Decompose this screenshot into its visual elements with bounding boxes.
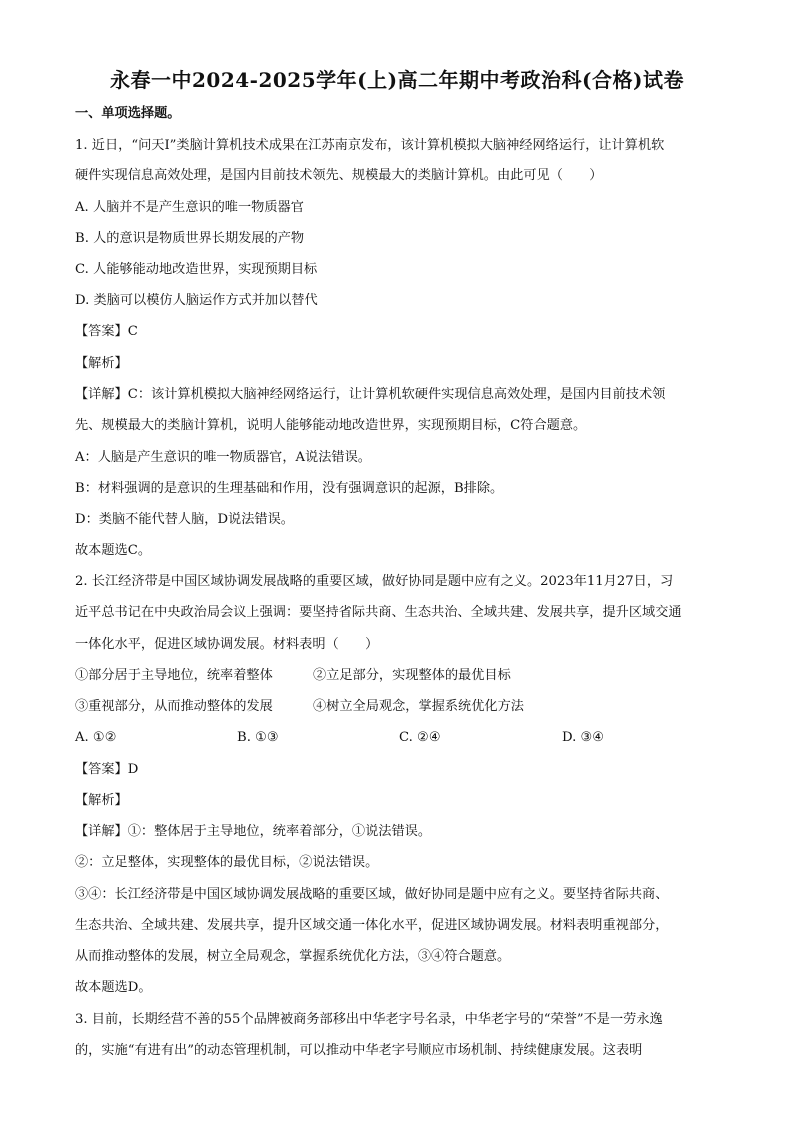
q2-option-c: C. ②④ (399, 730, 441, 745)
q2-detail-line-5: 从而推动整体的发展，树立全局观念，掌握系统优化方法，③④符合题意。 (75, 949, 511, 964)
q1-answer: 【答案】C (75, 324, 138, 339)
q2-detail-line-3: ③④：长江经济带是中国区域协调发展战略的重要区域，做好协同是题中应有之义。要坚持省际共商、 (75, 887, 669, 902)
q1-detail-line-1: 【详解】C：该计算机模拟大脑神经网络运行，让计算机软硬件实现信息高效处理，是国内目前技术领 (75, 387, 666, 402)
q1-detail-line-2: 先、规模最大的类脑计算机，说明人能够能动地改造世界，实现预期目标，C符合题意。 (75, 418, 587, 433)
q1-option-a: A. 人脑并不是产生意识的唯一物质器官 (75, 200, 304, 215)
q2-item-2: ②立足部分，实现整体的最优目标 (313, 668, 511, 683)
q1-detail-line-6: 故本题选C。 (75, 543, 152, 558)
q2-detail-line-2: ②：立足整体，实现整体的最优目标，②说法错误。 (75, 855, 379, 870)
q2-option-a: A. ①② (75, 730, 117, 745)
q2-option-b: B. ①③ (237, 730, 279, 745)
q1-option-d: D. 类脑可以模仿人脑运作方式并加以替代 (75, 293, 318, 308)
q2-detail-line-4: 生态共治、全域共建、发展共享，提升区域交通一体化水平，促进区域协调发展。材料表明重视部分， (75, 918, 669, 933)
q2-option-d: D. ③④ (562, 730, 605, 745)
q2-stem-line-3: 一体化水平，促进区域协调发展。材料表明（ ） (75, 637, 379, 652)
q3-stem-line-1: 3. 目前，长期经营不善的55个品牌被商务部移出中华老字号名录，中华老字号的“荣誉”不是一劳永逸 (75, 1012, 663, 1027)
q1-detail-line-5: D：类脑不能代替人脑，D说法错误。 (75, 512, 294, 527)
q1-detail-line-4: B：材料强调的是意识的生理基础和作用，没有强调意识的起源，B排除。 (75, 481, 504, 496)
q1-analysis-label: 【解析】 (75, 356, 128, 371)
q2-detail-line-6: 故本题选D。 (75, 980, 152, 995)
q2-item-4: ④树立全局观念，掌握系统优化方法 (313, 699, 524, 714)
q2-answer: 【答案】D (75, 762, 139, 777)
q2-detail-line-1: 【详解】①：整体居于主导地位，统率着部分，①说法错误。 (75, 824, 432, 839)
q3-stem-line-2: 的，实施“有进有出”的动态管理机制，可以推动中华老字号顺应市场机制、持续健康发展。这表明 (75, 1043, 643, 1058)
q1-detail-line-3: A：人脑是产生意识的唯一物质器官，A说法错误。 (75, 450, 371, 465)
q2-item-3: ③重视部分，从而推动整体的发展 (75, 699, 273, 714)
q2-analysis-label: 【解析】 (75, 793, 128, 808)
q1-stem-line-2: 硬件实现信息高效处理，是国内目前技术领先、规模最大的类脑计算机。由此可见（ ） (75, 168, 603, 183)
q2-stem-line-2: 近平总书记在中央政治局会议上强调：要坚持省际共商、生态共治、全域共建、发展共享，提升区域交通 (75, 605, 682, 620)
q1-stem-line-1: 1. 近日，“问天Ⅰ”类脑计算机技术成果在江苏南京发布，该计算机模拟大脑神经网络运行，让计算机软 (75, 138, 665, 153)
q1-option-c: C. 人能够能动地改造世界，实现预期目标 (75, 262, 318, 277)
section-heading: 一、单项选择题。 (75, 106, 181, 121)
page-title: 永春一中2024-2025学年(上)高二年期中考政治科(合格)试卷 (110, 68, 684, 92)
q2-stem-line-1: 2. 长江经济带是中国区域协调发展战略的重要区域，做好协同是题中应有之义。2023年11月27日，习 (75, 574, 674, 589)
q1-option-b: B. 人的意识是物质世界长期发展的产物 (75, 231, 305, 246)
q2-item-1: ①部分居于主导地位，统率着整体 (75, 668, 273, 683)
